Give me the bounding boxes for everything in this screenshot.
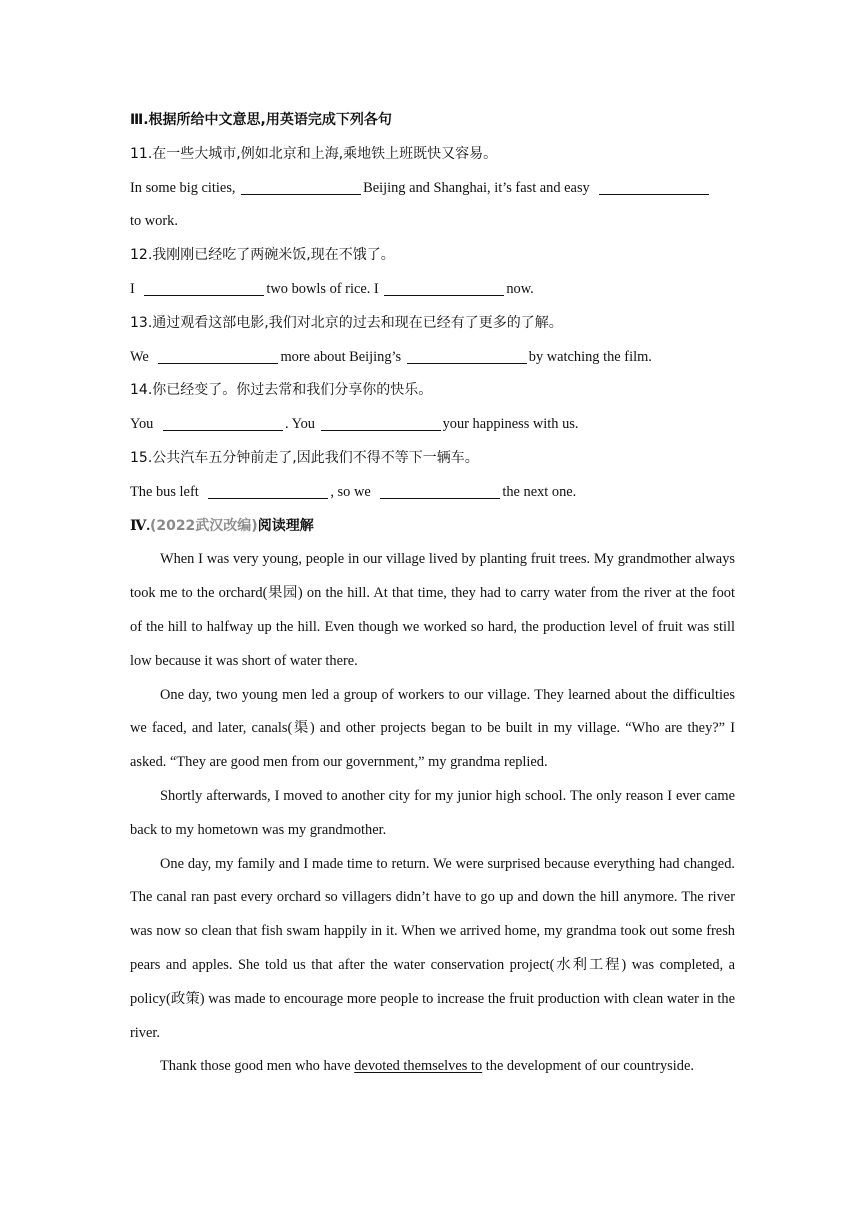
q15-text-2: , so we [330,483,371,500]
q13-blank-2[interactable] [407,347,527,364]
q14-chinese: 14.你已经变了。你过去常和我们分享你的快乐。 [130,382,433,399]
q15-chinese: 15.公共汽车五分钟前走了,因此我们不得不等下一辆车。 [130,449,479,466]
q13-text-1: We [130,348,149,365]
q12-blank-2[interactable] [384,279,504,296]
q14-text-1: You [130,416,154,433]
p5-text-after: the development of our countryside. [485,1058,694,1075]
q11-english [130,172,735,206]
q12-text-3: now. [506,280,534,297]
q11-chinese: 11.在一些大城市,例如北京和上海,乘地铁上班既快又容易。 [130,145,498,162]
passage-paragraph-3: Shortly afterwards, I moved to another city for my junior high school. The only reason I ever came back to my hometown was my grandmother. [130,787,735,838]
q15-text-3: the next one. [502,483,577,500]
section-4-source: (2022武汉改编) [149,517,258,534]
q14-blank-2[interactable] [321,414,441,431]
underlined-phrase: devoted themselves to [354,1058,483,1075]
section-3-heading: Ⅲ.根据所给中文意思,用英语完成下列各句 [130,112,392,128]
p5-text-before: Thank those good men who have [160,1058,351,1075]
passage-paragraph-1: When I was very young, people in our village lived by planting fruit trees. My grandmother always took me to the orchard(果园) on the hill. At that time, they had to carry water from the river at the foot of the hill to halfway up the hill. Even though we worked so hard, the production level of fruit was still low because it was short of water there. [130,551,735,669]
passage-paragraph-2: One day, two young men led a group of workers to our village. They learned about the difficulties we faced, and later, canals(渠) and other projects began to be built in my village. “Who are they?” I asked. “They are good men from our government,” my grandma replied. [130,686,735,771]
q14-blank-1[interactable] [163,414,283,431]
passage-paragraph-4: One day, my family and I made time to return. We were surprised because everything had changed. The canal ran past every orchard so villagers didn’t have to go up and down the hill anymore. The river was now so clean that fish swam happily in it. When we arrived home, my grandma took out some fresh pears and apples. She told us that after the water conservation project(水利工程) was completed, a policy(政策) was made to encourage more people to increase the fruit production with clean water in the river. [130,855,735,1041]
q14-text-2: . You [284,416,315,433]
q11-blank-2[interactable] [599,178,709,195]
q12-text-2: two bowls of rice. I [266,280,379,297]
q11-blank-1[interactable] [241,178,361,195]
q13-text-3: by watching the film. [528,348,652,365]
q15-text-1: The bus left [130,483,199,500]
q15-english [130,476,735,510]
q11-english-cont: to work. [130,213,178,230]
section-4-heading [130,510,735,544]
section-4-title: 阅读理解 [257,517,314,534]
q11-text-2: Beijing and Shanghai, it’s fast and easy [363,179,590,196]
q12-text-1: I [130,280,135,297]
q13-chinese: 13.通过观看这部电影,我们对北京的过去和现在已经有了更多的了解。 [130,314,563,331]
q15-blank-1[interactable] [208,482,328,499]
section-4-numeral: Ⅳ. [130,517,150,534]
q13-text-2: more about Beijing’s [280,348,402,365]
q15-blank-2[interactable] [380,482,500,499]
worksheet-page [130,104,735,1084]
passage-paragraph-5 [130,1050,735,1084]
q12-english [130,273,735,307]
q11-text-1: In some big cities, [130,179,236,196]
q13-english [130,341,735,375]
q12-chinese: 12.我刚刚已经吃了两碗米饭,现在不饿了。 [130,247,395,264]
q14-english [130,408,735,442]
q12-blank-1[interactable] [144,279,264,296]
q14-text-3: your happiness with us. [442,416,579,433]
q13-blank-1[interactable] [158,347,278,364]
